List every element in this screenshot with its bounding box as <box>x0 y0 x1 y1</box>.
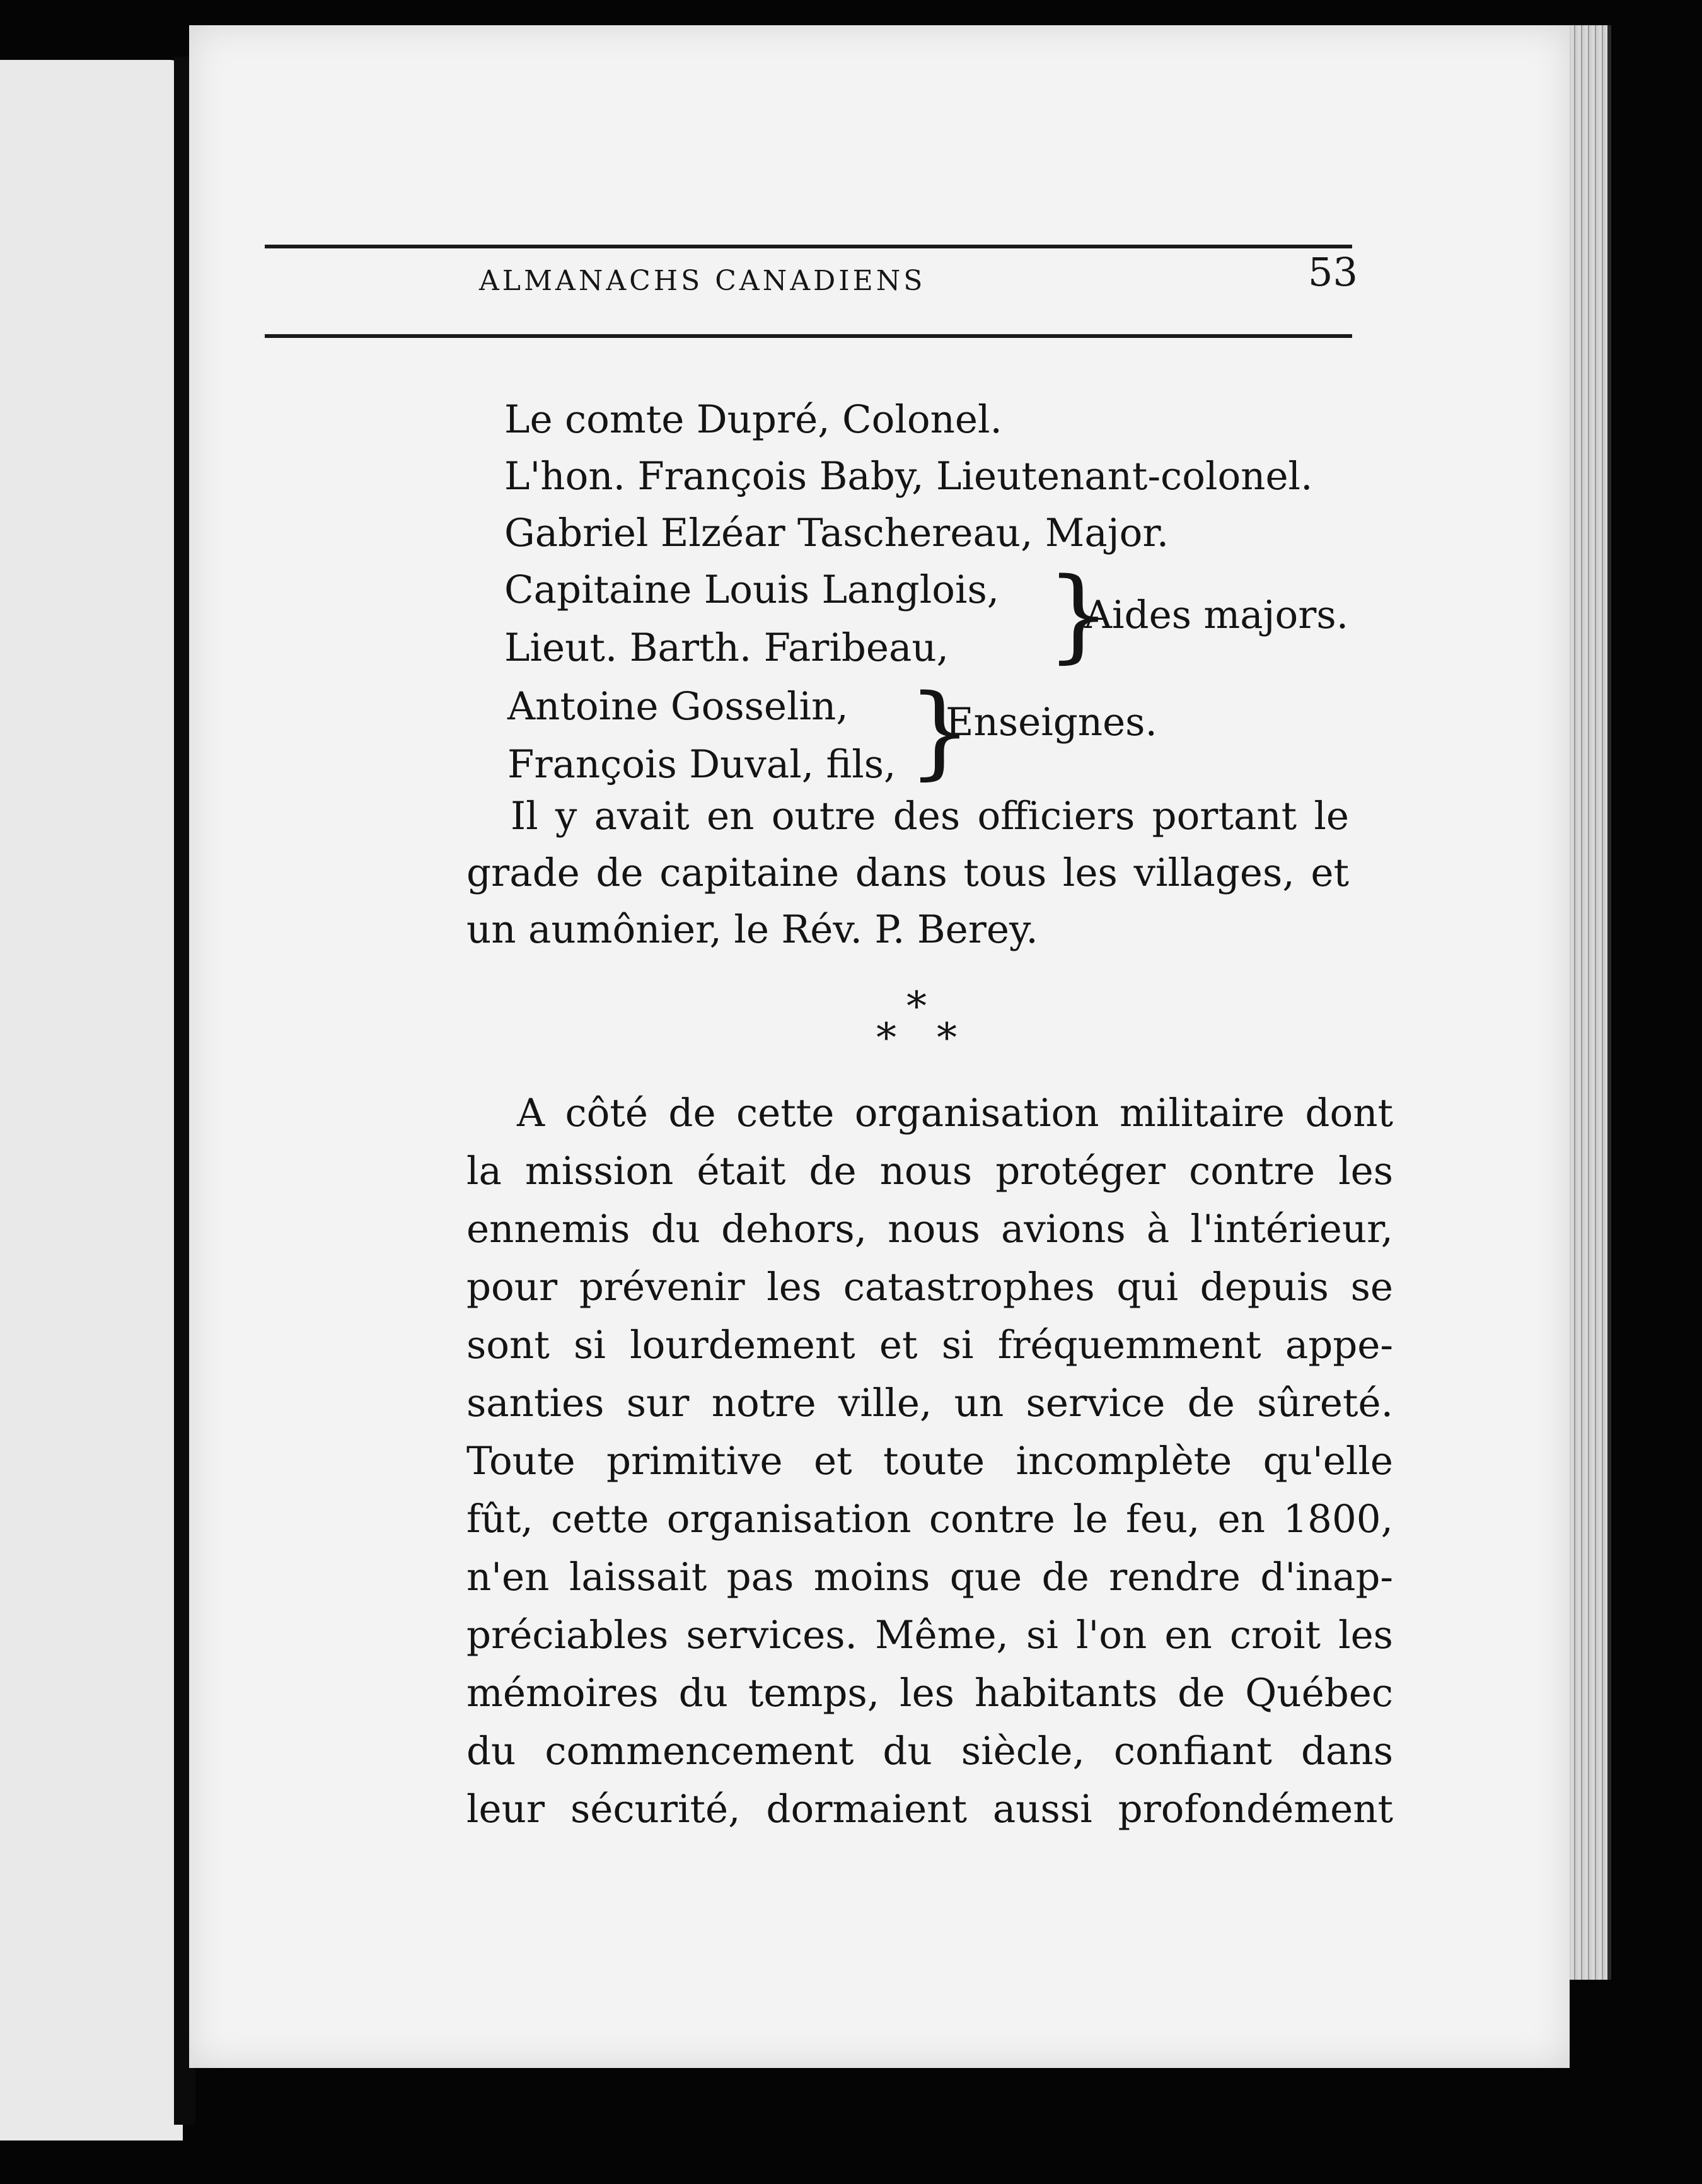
star-glyph: * <box>876 1015 896 1062</box>
paragraph-officers <box>466 788 1349 958</box>
brace-enseignes: } <box>908 672 972 790</box>
text-line: sont si lourdement et si fréquemment appe- <box>466 1323 1393 1368</box>
page-number: 53 <box>1308 249 1358 295</box>
aides-label: Aides majors. <box>1084 593 1349 637</box>
text-line: un aumônier, le Rév. P. Berey. <box>466 907 1038 952</box>
roster-line: Le comte Dupré, Colonel. <box>504 397 1002 442</box>
facing-page <box>0 60 183 2140</box>
brace-aides: } <box>1046 555 1111 673</box>
header-rule-top <box>265 245 1352 248</box>
star-glyph: * <box>937 1015 957 1062</box>
text-line: Il y avait en outre des officiers portant le <box>511 794 1349 839</box>
text-line: grade de capitaine dans tous les villages, et <box>466 851 1349 895</box>
text-line: la mission était de nous protéger contre les <box>466 1149 1393 1194</box>
text-line: du commencement du siècle, confiant dans <box>466 1729 1393 1774</box>
enseignes-label: Enseignes. <box>946 700 1157 745</box>
text-line: mémoires du temps, les habitants de Québec <box>466 1671 1393 1716</box>
enseignes-name: François Duval, fils, <box>507 742 896 787</box>
text-line: ennemis du dehors, nous avions à l'intérieur, <box>466 1207 1393 1252</box>
paragraph-fire-service <box>466 1084 1393 1838</box>
header-rule-bottom <box>265 334 1352 338</box>
text-line: leur sécurité, dormaient aussi profondément <box>466 1787 1393 1832</box>
asterism-separator <box>876 984 977 1062</box>
text-line: santies sur notre ville, un service de sûreté. <box>466 1381 1393 1426</box>
aides-name: Capitaine Louis Langlois, <box>504 567 1000 612</box>
text-line: pour prévenir les catastrophes qui depuis se <box>466 1265 1393 1310</box>
text-line: Toute primitive et toute incomplète qu'elle <box>466 1439 1393 1484</box>
text-line: fût, cette organisation contre le feu, en 1800, <box>466 1497 1393 1542</box>
enseignes-name: Antoine Gosselin, <box>507 684 848 729</box>
text-line: n'en laissait pas moins que de rendre d'inap- <box>466 1555 1393 1600</box>
roster-line: Gabriel Elzéar Taschereau, Major. <box>504 511 1169 555</box>
roster-line: L'hon. François Baby, Lieutenant-colonel. <box>504 454 1313 499</box>
text-line: préciables services. Même, si l'on en croit les <box>466 1613 1393 1658</box>
text-line: A côté de cette organisation militaire dont <box>517 1091 1393 1136</box>
aides-name: Lieut. Barth. Faribeau, <box>504 625 949 670</box>
roster-list <box>504 391 1387 580</box>
running-head: ALMANACHS CANADIENS <box>479 265 926 297</box>
star-glyph: * <box>906 984 927 1030</box>
